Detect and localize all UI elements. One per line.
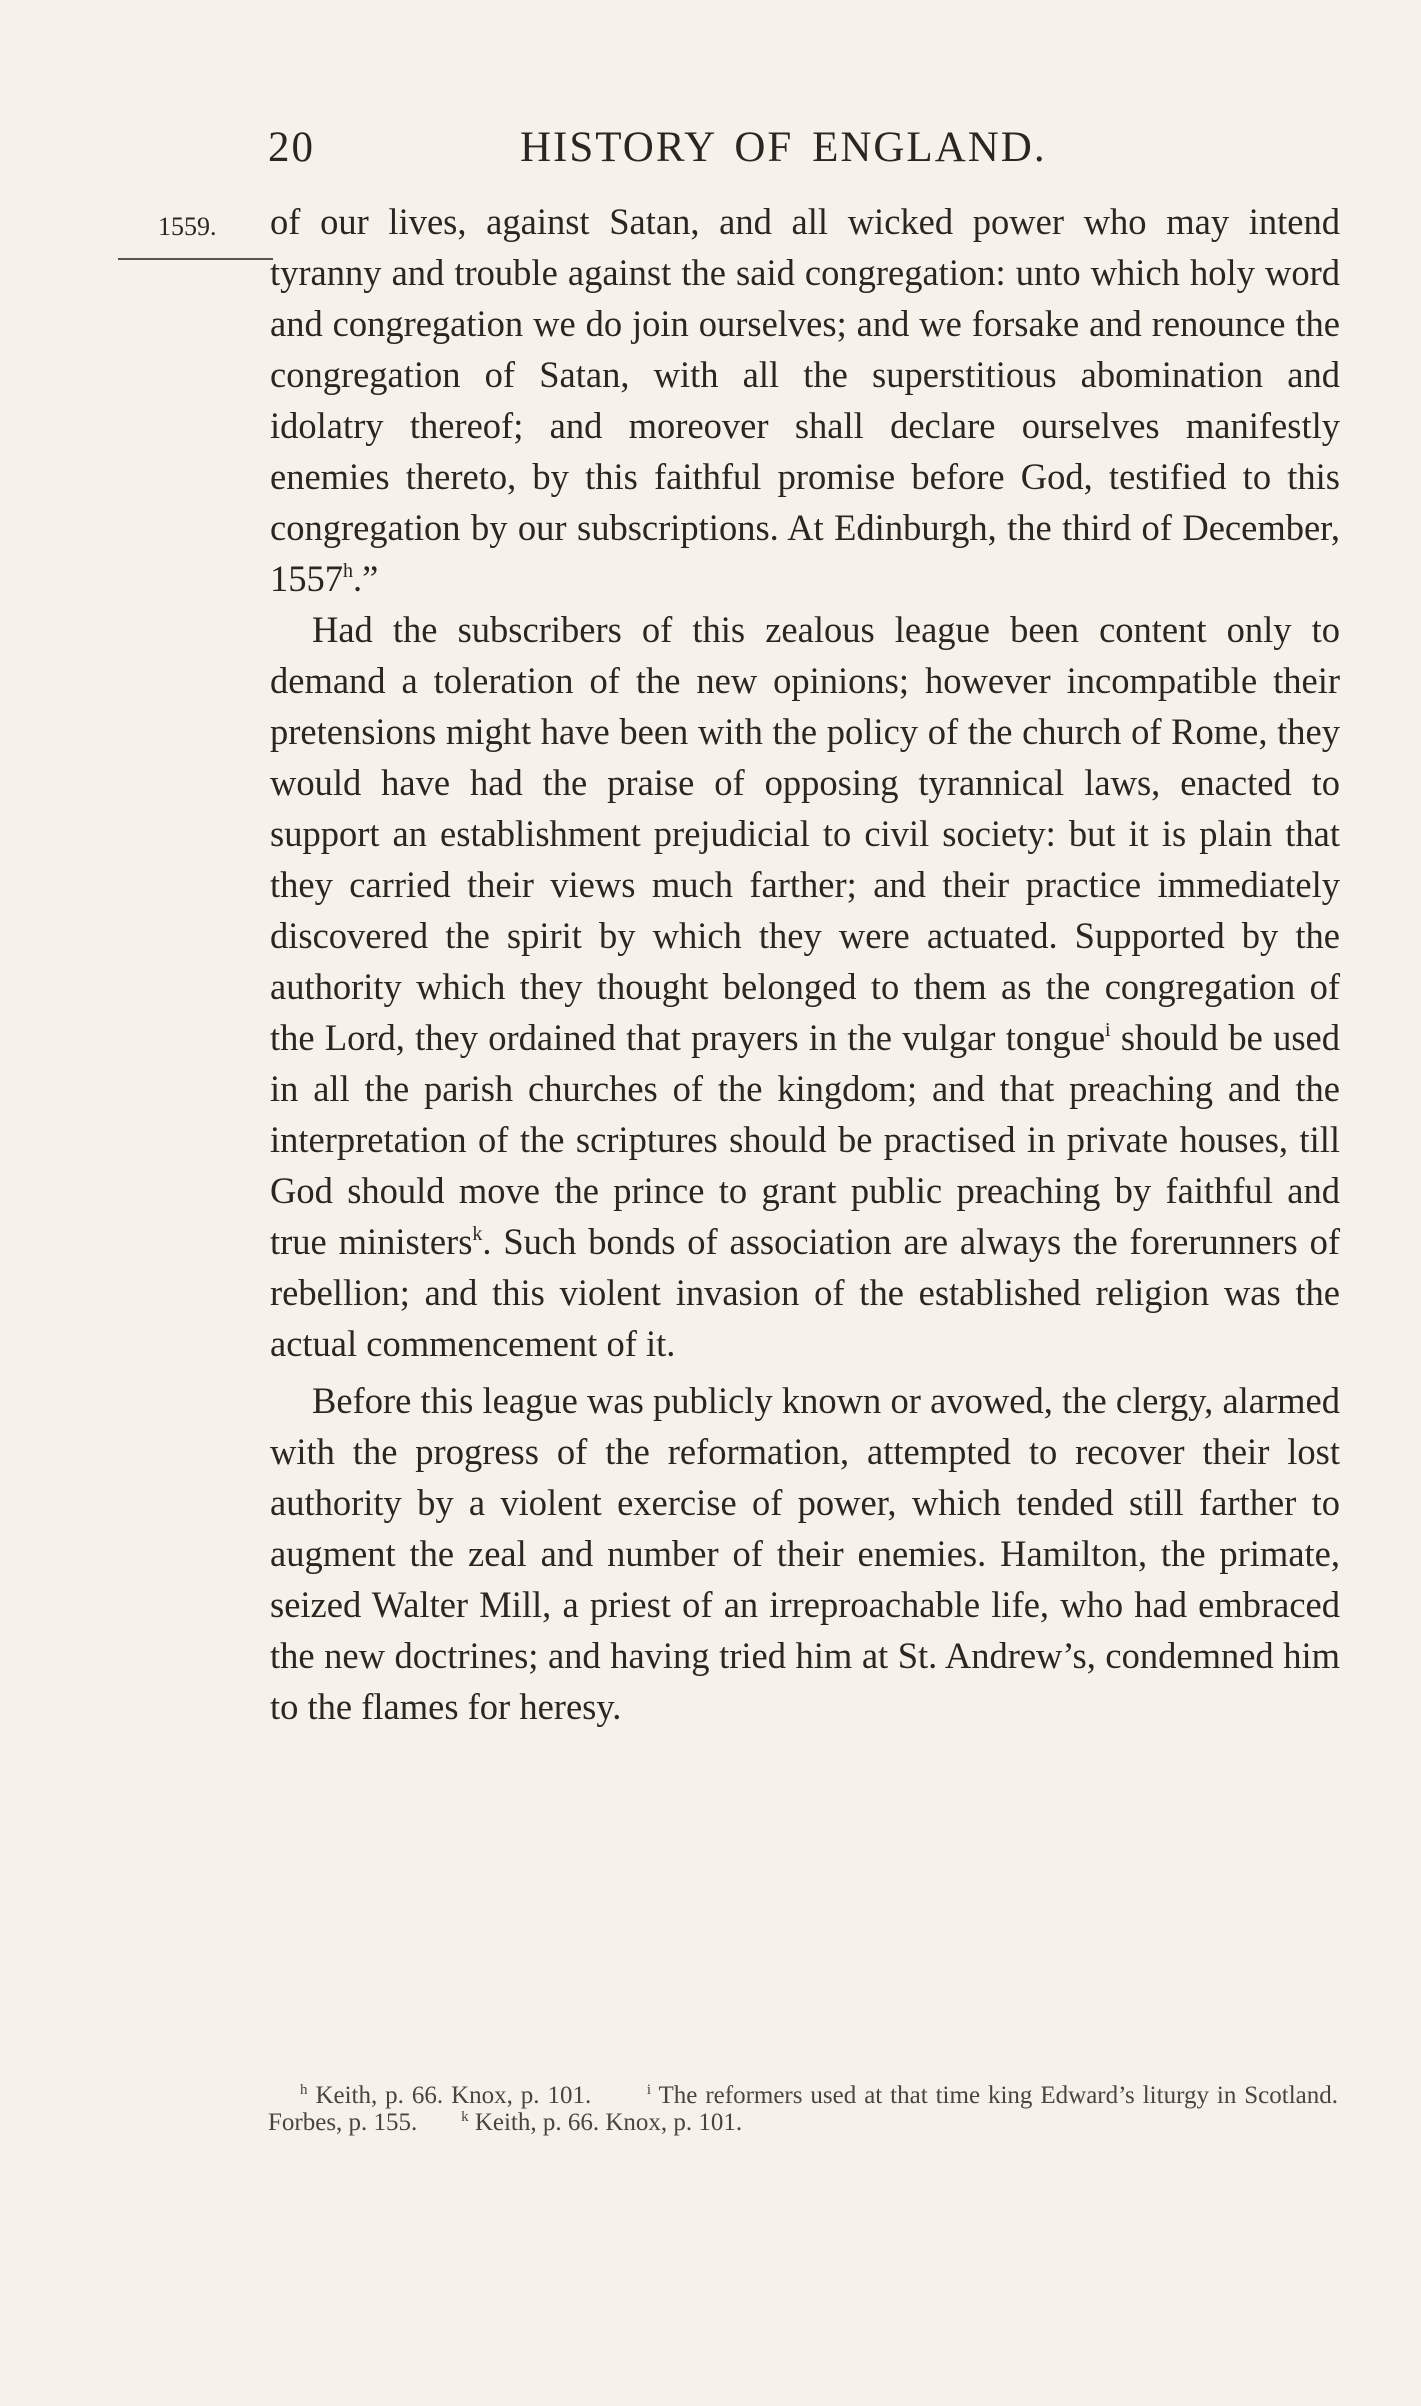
paragraph-text: Before this league was publicly known or avowed, the clergy, alarmed with the progress of the reformation, attempted to recover their lost authority by a violent exercise of power, which tended still farther to augment the zeal and number of their enemies. Hamilton, the primate, seized Walter Mill, a priest of an irreproachable life, who had embraced the new doctrines; and having tried him at St. Andrew’s, condemned him to the flames for heresy. [270,1380,1340,1727]
footnote-text-i: The reformers used at that time king Edward’s liturgy in Scotland. Forbes, p. 155. [268,2082,1339,2136]
paragraph-1 [270,196,1340,604]
footnote-mark-k: k [461,2109,469,2125]
running-title: HISTORY OF ENGLAND. [520,124,1047,171]
paragraph-text: Had the subscribers of this zealous league been content only to demand a toleration of the new opinions; however incompatible their pretensions might have been with the policy of the church of Rome, they would have had the praise of opposing tyrannical laws, enacted to support an establishment prejudicial to civil society: but it is plain that they carried their views much farther; and their practice immediately discovered the spirit by which they were actuated. Supported by the authority which they thought belonged to them as the congregation of the Lord, they ordained that prayers in the vulgar tongue [270,609,1340,1058]
footnote-mark-i: i [646,2082,652,2098]
paragraph-2 [270,604,1340,1369]
paragraph-text: . Such bonds of association are always the forerunners of rebellion; and this violent invasion of the established religion was the actual commencement of it. [270,1221,1340,1364]
paragraph-3 [270,1375,1340,1732]
footnotes [268,2082,1338,2136]
running-head [268,118,1108,178]
margin-year: 1559. [158,212,217,241]
paragraph-text: of our lives, against Satan, and all wicked power who may intend tyranny and trouble against the said congregation: unto which holy word and congregation we do join ourselves; and we forsake and renounce the congregation of Satan, with all the superstitious abomination and idolatry thereof; and moreover shall declare ourselves manifestly enemies thereto, by this faithful promise before God, testified to this congregation by our subscriptions. At Edinburgh, the third of December, 1557 [270,201,1340,599]
footnote-ref-k: k [472,1223,483,1245]
body-text [270,196,1340,1732]
footnote-text-k: Keith, p. 66. Knox, p. 101. [474,2109,743,2136]
footnote-block [268,2082,1338,2136]
paragraph-text: .” [353,558,379,599]
footnote-ref-i: i [1105,1019,1111,1041]
footnote-ref-h: h [343,560,353,582]
margin-rule [118,258,273,260]
footnote-mark-h: h [300,2082,308,2098]
page-number: 20 [268,124,315,171]
paragraph-text: should be used in all the parish churches of the kingdom; and that preaching and the interpretation of the scriptures should be practised in private houses, till God should move the prince to grant public preaching by faithful and true ministers [270,1017,1340,1262]
footnote-text-h: Keith, p. 66. Knox, p. 101. [315,2082,592,2109]
